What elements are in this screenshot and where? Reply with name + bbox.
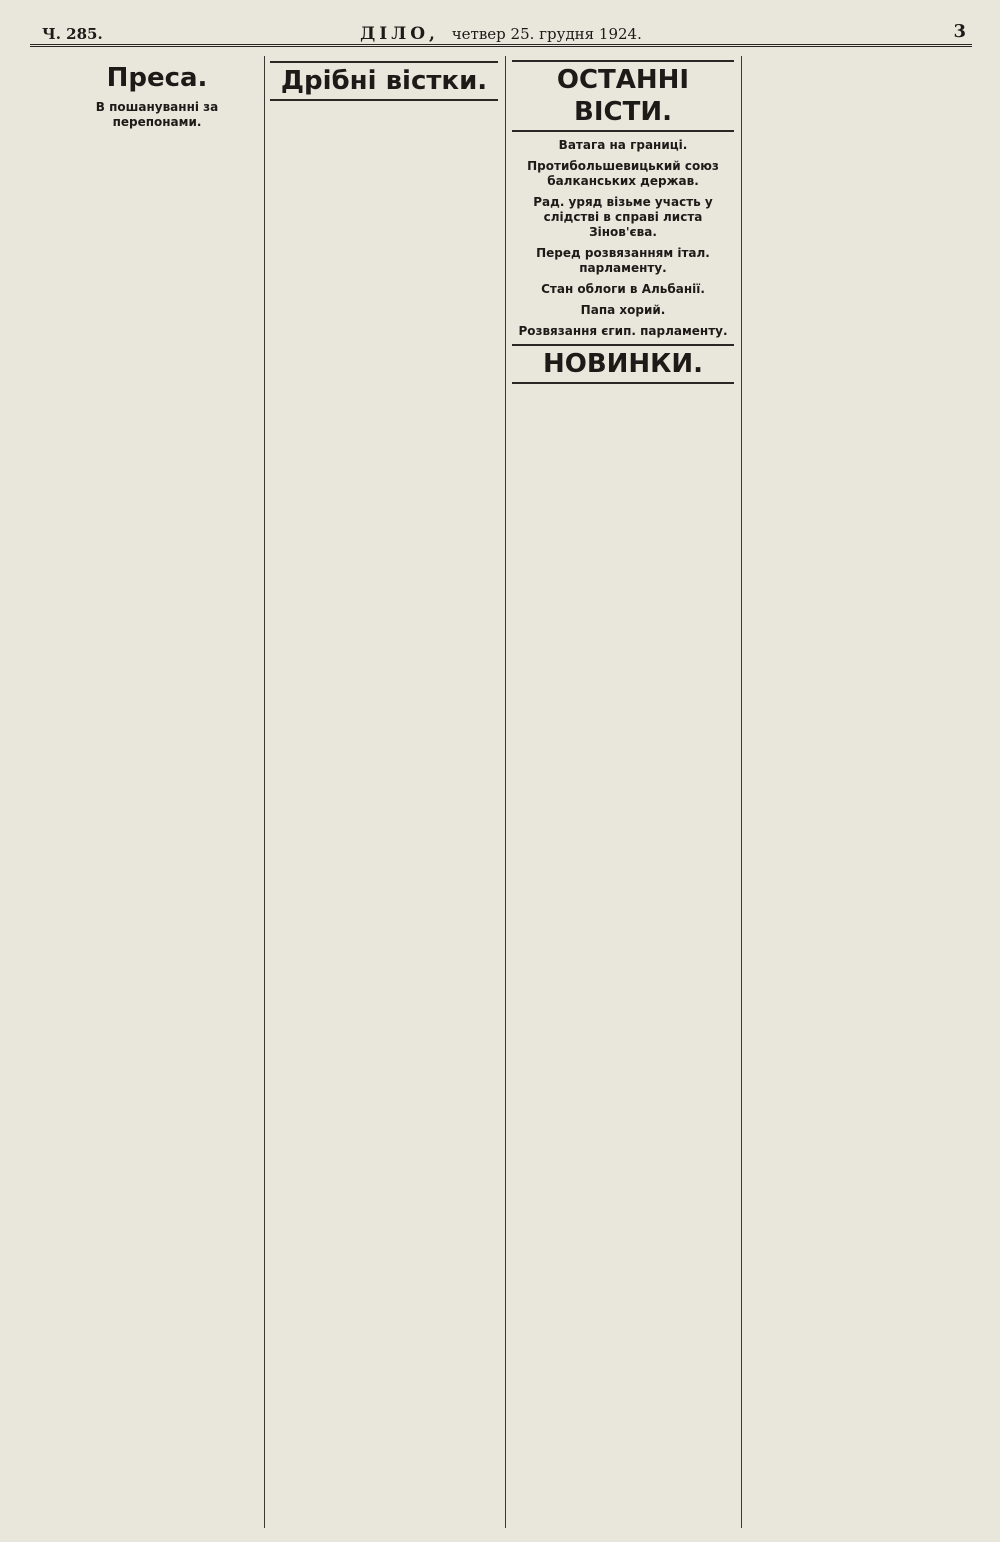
- section-heading: НОВИНКИ.: [512, 344, 734, 384]
- page-number: 3: [953, 21, 966, 42]
- column-rule: [505, 56, 506, 1528]
- article-headline: Протибольшевицький союз балканських держав.: [527, 159, 719, 188]
- section-heading: Дрібні вістки.: [270, 61, 498, 101]
- column-1: [56, 56, 258, 1528]
- article-headline: Рад. уряд візьме участь у слідстві в справі листа Зінов'єва.: [533, 195, 713, 239]
- section-heading: ОСТАННІ ВІСТИ.: [512, 60, 734, 132]
- article-headline: В пошануванні за перепонами.: [95, 100, 219, 129]
- masthead-line: [30, 22, 972, 46]
- article-headline: Ватага на границі.: [558, 138, 688, 152]
- column-3: [512, 56, 734, 1528]
- column-rule: [264, 56, 265, 1528]
- article-headline: Розвязання єгип. парламенту.: [518, 324, 728, 338]
- column-4: [748, 56, 976, 1528]
- column-2: [270, 56, 498, 1528]
- issue-date: четвер 25. грудня 1924.: [451, 25, 642, 43]
- article-headline: Стан облоги в Альбанії.: [541, 282, 705, 296]
- column-rule: [741, 56, 742, 1528]
- issue-number: Ч. 285.: [42, 25, 103, 43]
- page-header: [30, 18, 972, 47]
- article-headline: Папа хорий.: [580, 303, 666, 317]
- section-heading: Преса.: [106, 63, 208, 93]
- paper-name: ДІЛО,: [360, 24, 439, 44]
- article-headline: Перед розвязанням італ. парламенту.: [536, 246, 710, 275]
